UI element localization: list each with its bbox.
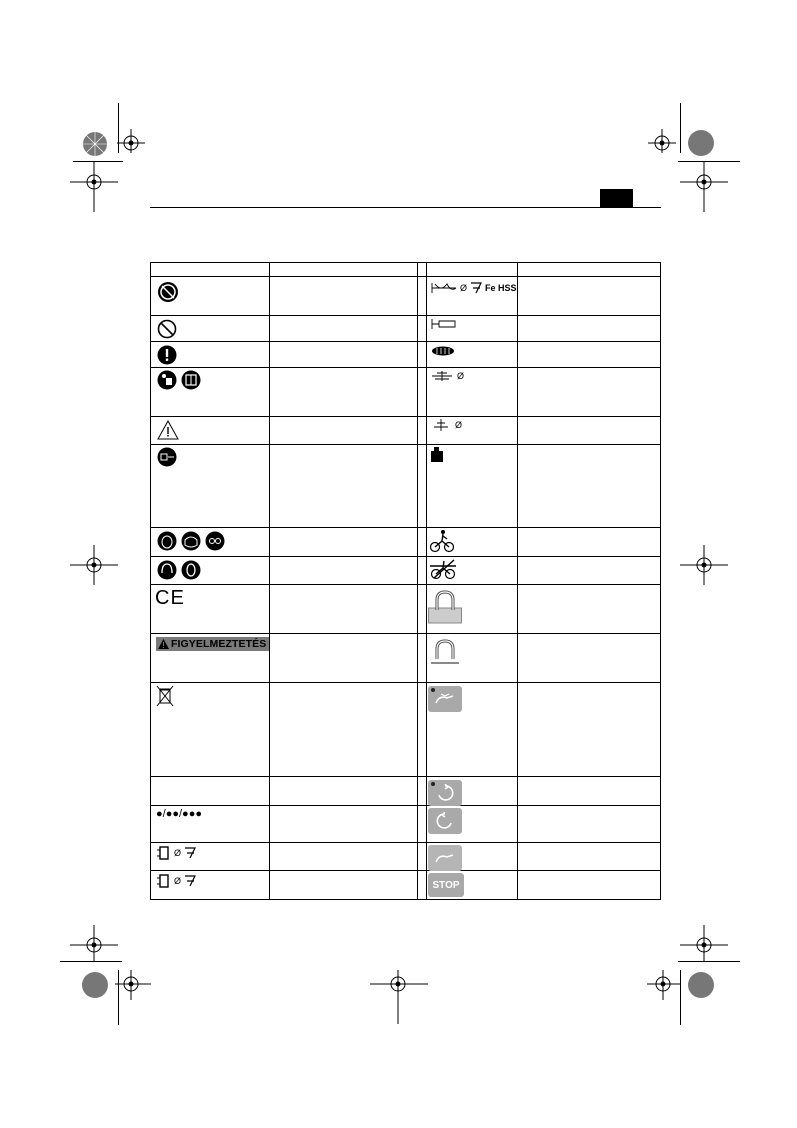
- left-row-6: [157, 447, 177, 467]
- speed-dots: ●/●●/●●●: [156, 808, 202, 820]
- face-shield-icon: [181, 531, 201, 551]
- ear-protection-icon: [157, 560, 177, 580]
- spindle-small-icon: [431, 419, 451, 431]
- warning-triangle-icon: [157, 420, 179, 440]
- cyclist-crossed-icon: [430, 558, 456, 580]
- rotate-right-button-icon: [428, 780, 462, 806]
- attention-icon: [157, 345, 177, 365]
- right-row-7: [430, 529, 454, 553]
- crosshair-icon: [115, 966, 155, 1006]
- motor-forward-button-icon: [428, 686, 462, 712]
- left-row-15: Ø: [157, 874, 196, 888]
- right-row-10: [428, 637, 462, 667]
- material-icon: [184, 874, 196, 888]
- right-row-1: Ø Fe HSS: [431, 281, 517, 295]
- core-drill-alt-icon: [157, 874, 171, 888]
- weee-bin-icon: [156, 685, 174, 707]
- right-row-4: Ø: [431, 370, 464, 382]
- core-drill-icon: [157, 846, 171, 860]
- crosshair-icon: [648, 123, 678, 153]
- crosshair-icon: [370, 100, 430, 160]
- stop-button: STOP: [428, 873, 464, 897]
- crosshair-icon: [370, 966, 430, 1026]
- header-rule: [150, 207, 661, 208]
- material-icon: [184, 846, 196, 860]
- left-row-9: [155, 587, 185, 610]
- crosshair-icon: [66, 162, 122, 218]
- rotate-left-button-icon: [428, 808, 462, 834]
- ce-mark-icon: CE: [155, 587, 185, 609]
- manual-book-icon: [181, 370, 201, 390]
- unplug-icon: [157, 447, 177, 467]
- left-row-5: [157, 420, 179, 440]
- warning-triangle-small-icon: [158, 639, 169, 649]
- weight-icon: [430, 447, 444, 463]
- left-row-10: [156, 637, 269, 651]
- crosshair-target-icon: [77, 130, 113, 166]
- twist-drill-icon: [431, 282, 457, 294]
- left-row-2: [157, 319, 177, 339]
- right-row-2: [431, 318, 457, 330]
- left-row-3: [157, 345, 177, 365]
- countersink-icon: [431, 318, 457, 330]
- left-row-7: [157, 531, 225, 551]
- read-manual-icon: [157, 370, 177, 390]
- right-row-14: [428, 845, 462, 871]
- right-row-8: [430, 558, 456, 580]
- right-row-11: [428, 686, 462, 712]
- right-row-9: [428, 588, 462, 624]
- symbols-table: [150, 262, 661, 900]
- goggles-icon: [205, 531, 225, 551]
- crosshair-target-icon: [80, 970, 110, 1000]
- left-row-1: [157, 281, 179, 303]
- right-row-15: [428, 873, 464, 897]
- no-grinding-icon: [157, 281, 179, 303]
- warning-banner: FIGYELMEZTETÉS: [156, 637, 269, 651]
- material-icon: [470, 281, 482, 295]
- crosshair-icon: [680, 162, 736, 218]
- right-row-6: [430, 447, 444, 463]
- crosshair-target-icon: [686, 128, 716, 158]
- right-row-13: [428, 808, 462, 834]
- crosshair-icon: [70, 545, 120, 585]
- crosshair-icon: [117, 123, 147, 153]
- ear-protection-alt-icon: [181, 560, 201, 580]
- language-tab: [600, 189, 633, 207]
- right-row-5: Ø: [431, 419, 462, 431]
- respirator-icon: [157, 531, 177, 551]
- crosshair-icon: [645, 966, 685, 1006]
- left-row-13: [156, 808, 202, 820]
- prohibition-icon: [157, 319, 177, 339]
- spindle-stroke-icon: [431, 370, 453, 382]
- right-row-12: [428, 780, 462, 806]
- magnet-on-icon: [428, 588, 462, 624]
- crosshair-icon: [680, 545, 730, 585]
- left-row-11: [156, 685, 174, 707]
- left-row-4: [157, 370, 201, 390]
- left-row-8: [157, 560, 201, 580]
- right-row-3: [431, 346, 455, 356]
- cyclist-icon: [430, 529, 454, 553]
- reverse-button-icon: [428, 845, 462, 871]
- crosshair-target-icon: [686, 970, 716, 1000]
- thread-tap-icon: [431, 346, 455, 356]
- magnet-off-icon: [428, 637, 462, 667]
- left-row-14: Ø: [157, 846, 196, 860]
